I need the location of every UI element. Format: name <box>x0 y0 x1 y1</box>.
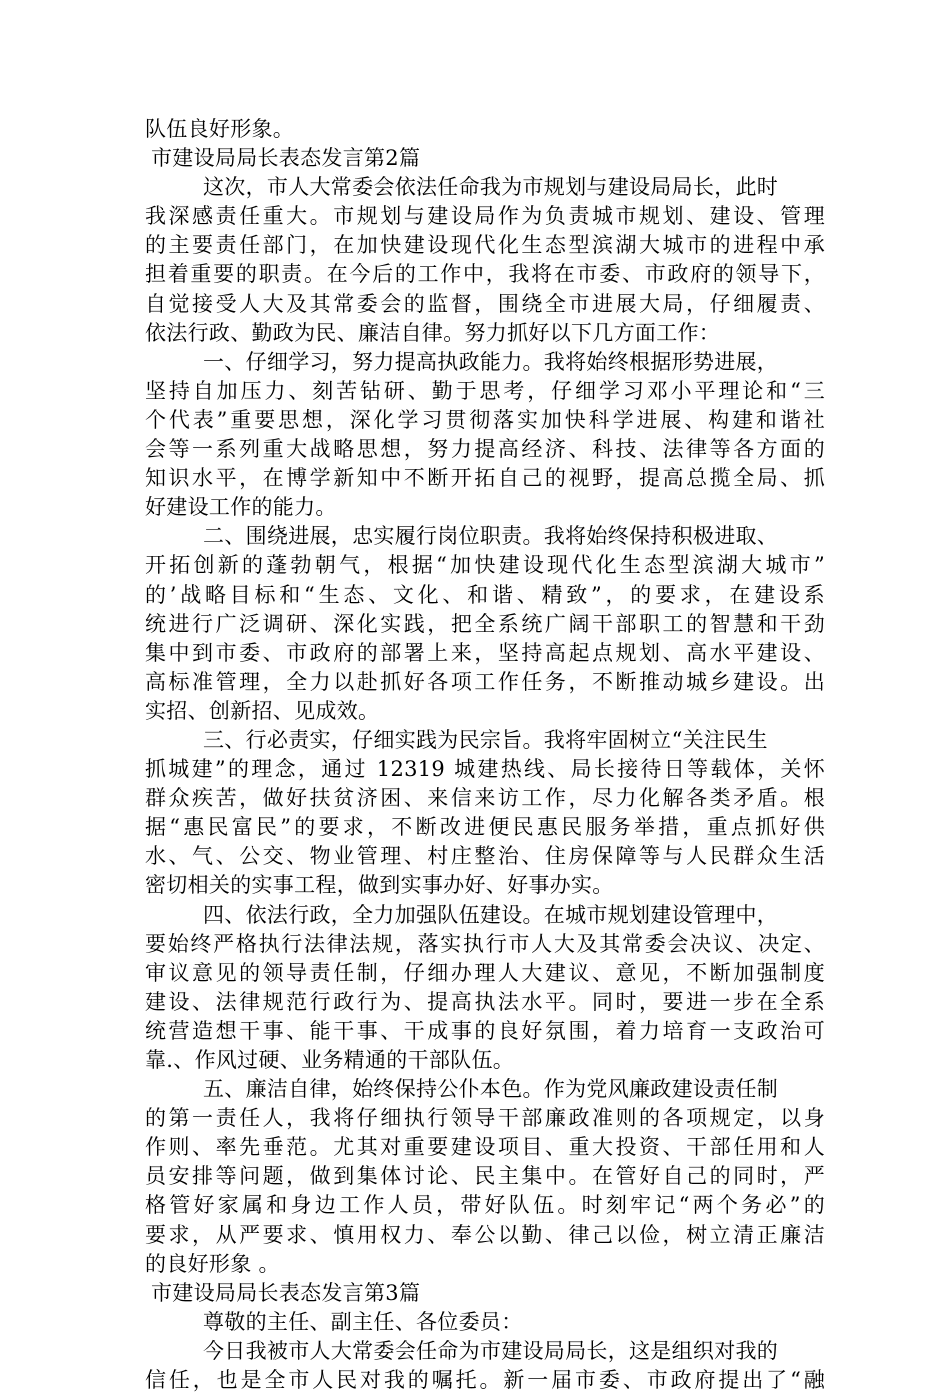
text-line: 统营造想干事、能干事、干成事的良好氛围，着力培育一支政治可 <box>145 1018 825 1043</box>
text-line: 实招、创新招、见成效。 <box>145 698 380 723</box>
text-line: 据“惠民富民”的要求，不断改进便民惠民服务举措，重点抓好供 <box>145 815 825 840</box>
text-line: 审议意见的领导责任制，仔细办理人大建议、意见，不断加强制度 <box>145 960 825 985</box>
text-line: 自觉接受人大及其常委会的监督，围绕全市进展大局，仔细履责、 <box>145 291 825 316</box>
text-line: 尊敬的主任、副主任、各位委员： <box>203 1309 523 1334</box>
text-line: 信任，也是全市人民对我的嘱托。新一届市委、市政府提出了“融 <box>145 1368 825 1393</box>
text-line: 队伍良好形象。 <box>145 117 295 141</box>
text-line: 的良好形象 。 <box>145 1251 280 1276</box>
text-line: 这次，市人大常委会依法任命我为市规划与建设局局长，此时 <box>203 175 779 200</box>
text-line: 个代表”重要思想，深化学习贯彻落实加快科学进展、构建和谐社 <box>145 407 825 432</box>
section-heading: 市建设局局长表态发言第2篇 <box>151 146 421 171</box>
text-line: 密切相关的实事工程，做到实事办好、好事办实。 <box>145 873 614 898</box>
text-line: 格管好家属和身边工作人员，带好队伍。时刻牢记“两个务必”的 <box>145 1193 825 1218</box>
text-line: 高标准管理，全力以赴抓好各项工作任务，不断推动城乡建设。出 <box>145 669 825 694</box>
text-line: 好建设工作的能力。 <box>145 495 337 520</box>
text-line: 我深感责任重大。市规划与建设局作为负责城市规划、建设、管理 <box>145 204 825 229</box>
text-line: 三、行必责实，仔细实践为民宗旨。我将牢固树立“关注民生 <box>203 727 768 752</box>
text-line: 坚持自加压力、刻苦钻研、勤于思考，仔细学习邓小平理论和“三 <box>145 378 825 403</box>
text-line: 开拓创新的蓬勃朝气，根据“加快建设现代化生态型滨湖大城市” <box>145 553 825 578</box>
text-line: 要始终严格执行法律法规，落实执行市人大及其常委会决议、决定、 <box>145 931 825 956</box>
text-line: 统进行广泛调研、深化实践，把全系统广阔干部职工的智慧和干劲 <box>145 611 825 636</box>
text-line: 的主要责任部门，在加快建设现代化生态型滨湖大城市的进程中承 <box>145 233 825 258</box>
text-line: 要求，从严要求、慎用权力、奉公以勤、律己以俭，树立清正廉洁 <box>145 1222 825 1247</box>
text-line: 今日我被市人大常委会任命为市建设局局长，这是组织对我的 <box>203 1338 779 1363</box>
text-line: 群众疾苦，做好扶贫济困、来信来访工作，尽力化解各类矛盾。根 <box>145 786 825 811</box>
text-line: 担着重要的职责。在今后的工作中，我将在市委、市政府的领导下， <box>145 262 825 287</box>
text-line: 的’战略目标和“生态、文化、和谐、精致”，的要求，在建设系 <box>145 582 825 607</box>
text-line: 知识水平，在博学新知中不断开拓自己的视野，提高总揽全局、抓 <box>145 466 825 491</box>
text-line: 建设、法律规范行政行为、提高执法水平。同时，要进一步在全系 <box>145 989 825 1014</box>
text-line: 四、依法行政，全力加强队伍建设。在城市规划建设管理中， <box>203 902 779 927</box>
document-page <box>145 115 825 1395</box>
text-line: 员安排等问题，做到集体讨论、民主集中。在管好自己的同时，严 <box>145 1164 825 1189</box>
text-line: 二、围绕进展，忠实履行岗位职责。我将始终保持积极进取、 <box>203 524 779 549</box>
text-line: 的第一责任人，我将仔细执行领导干部廉政准则的各项规定，以身 <box>145 1106 825 1131</box>
text-line: 一、仔细学习，努力提高执政能力。我将始终根据形势进展， <box>203 349 779 374</box>
text-line: 水、气、公交、物业管理、村庄整治、住房保障等与人民群众生活 <box>145 844 825 869</box>
text-line: 集中到市委、市政府的部署上来，坚持高起点规划、高水平建设、 <box>145 640 825 665</box>
text-line: 作则、率先垂范。尤其对重要建设项目、重大投资、干部任用和人 <box>145 1135 825 1160</box>
text-line: 靠.、作风过硬、业务精通的干部队伍。 <box>145 1048 515 1072</box>
text-line: 五、廉洁自律，始终保持公仆本色。作为党风廉政建设责任制 <box>203 1077 779 1102</box>
text-line: 依法行政、勤政为民、廉洁自律。努力抓好以下几方面工作： <box>145 320 721 345</box>
text-line: 抓城建”的理念，通过 12319 城建热线、局长接待日等载体，关怀 <box>145 757 825 782</box>
section-heading: 市建设局局长表态发言第3篇 <box>151 1280 421 1305</box>
text-line: 会等一系列重大战略思想，努力提高经济、科技、法律等各方面的 <box>145 437 825 462</box>
